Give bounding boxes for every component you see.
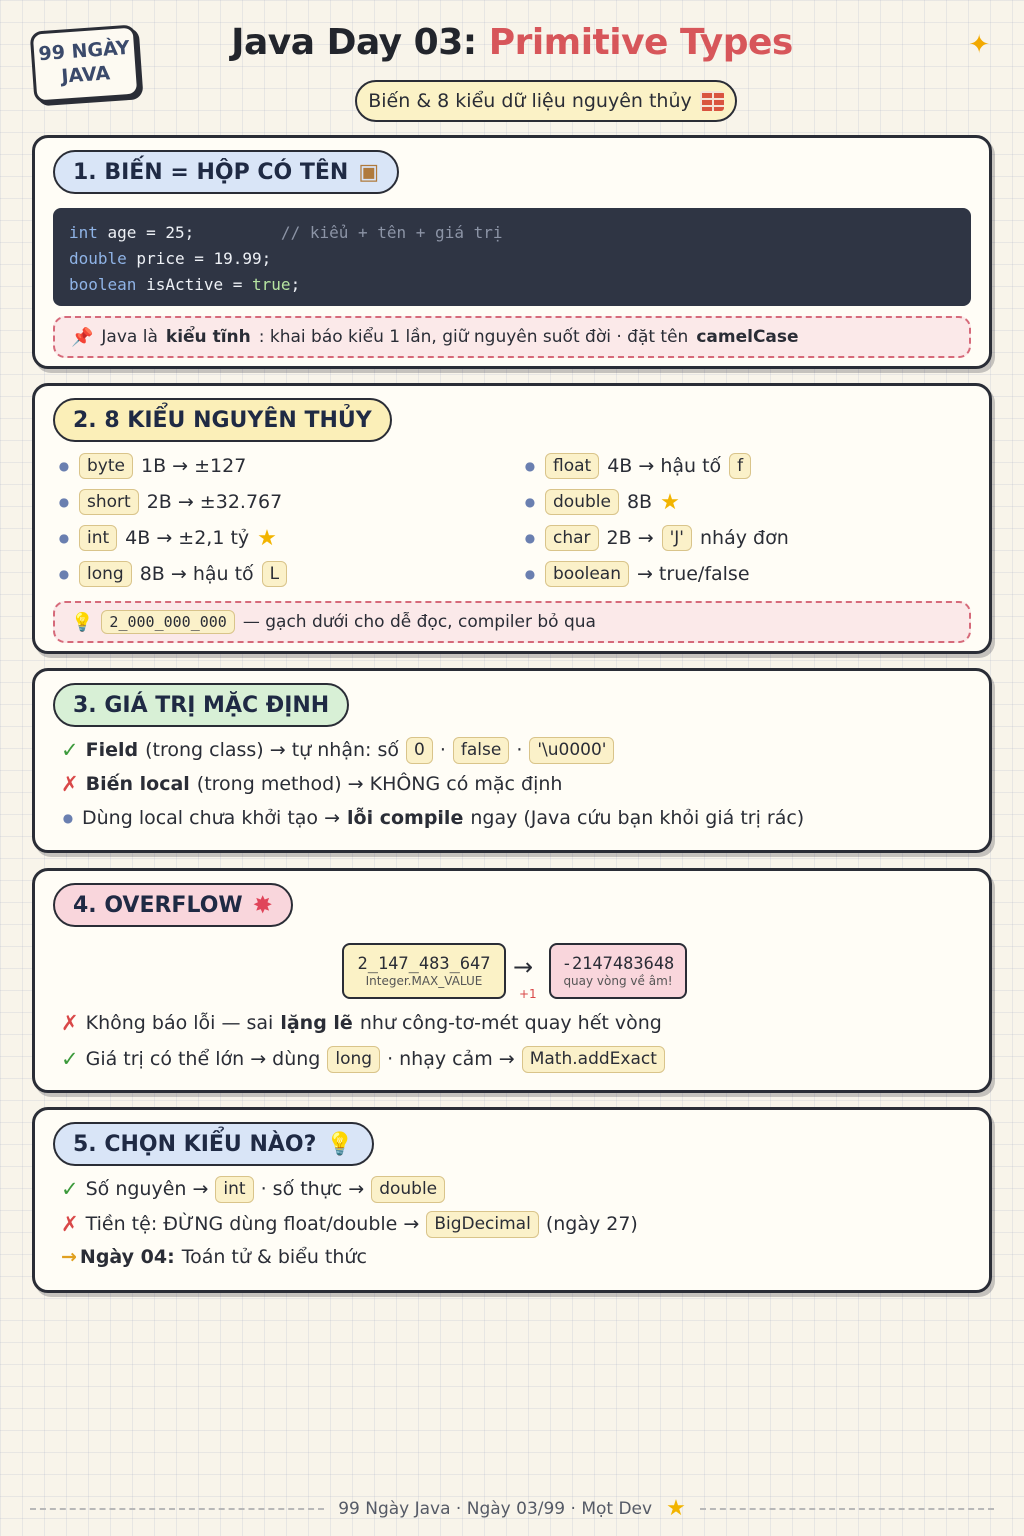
type-desc: 2B → ±32.767	[146, 491, 283, 513]
badge-line1: 99 NGÀY	[37, 37, 131, 66]
max-value-label: Integer.MAX_VALUE	[365, 974, 483, 988]
star-icon: ★	[257, 525, 277, 551]
lightbulb-icon: 💡	[326, 1131, 354, 1157]
choose-line-numbers	[61, 1176, 445, 1203]
note-text: — gạch dưới cho dễ đọc, compiler bỏ qua	[242, 612, 596, 632]
bullet-icon: ●	[62, 811, 74, 825]
section-choose-type	[32, 1107, 992, 1293]
explosion-icon: ✸	[252, 891, 273, 919]
type-chip: int	[215, 1176, 253, 1203]
min-value-label: quay vòng về âm!	[563, 974, 673, 988]
type-chip: double	[545, 489, 619, 516]
default-line-compile	[61, 807, 804, 829]
type-desc: 4B → ±2,1 tỷ	[125, 527, 250, 549]
line-text: (ngày 27)	[545, 1213, 638, 1236]
type-desc: 8B	[626, 491, 653, 513]
note-bold: camelCase	[696, 327, 799, 347]
type-chip: short	[79, 489, 139, 516]
type-chip: long	[79, 561, 132, 588]
section-title-defaults	[53, 683, 349, 727]
footer-divider	[30, 1508, 324, 1510]
line-text: · nhạy cảm →	[387, 1048, 515, 1071]
section-title-text: 1. BIẾN = HỘP CÓ TÊN	[73, 159, 349, 185]
default-chip: 0	[406, 737, 433, 764]
section-title-primitives	[53, 398, 392, 442]
type-desc: → true/false	[636, 563, 750, 585]
check-icon: ✓	[61, 1047, 79, 1072]
badge-line2: JAVA	[60, 62, 111, 88]
star-icon: ★	[666, 1496, 686, 1521]
overflow-line-silent	[61, 1011, 662, 1035]
default-line-field: ✓ Field (trong class) → tự nhận: số 0 · false · '\u0000'	[61, 737, 614, 764]
line-text: Số nguyên →	[85, 1178, 209, 1201]
note-text: : khai báo kiểu 1 lần, giữ nguyên suốt đời · đặt tên	[258, 327, 689, 347]
code-line-1: int age = 25; // kiểu + tên + giá trị	[69, 223, 503, 242]
min-value: -2147483648	[561, 954, 675, 974]
page-title	[0, 22, 1024, 63]
star-icon: ★	[660, 489, 680, 515]
char-literal-chip: 'J'	[662, 525, 692, 552]
brick-icon	[700, 91, 724, 111]
list-item: ● float 4B → hậu tố f	[523, 448, 953, 484]
number-literal-chip: 2_000_000_000	[101, 610, 234, 634]
type-chip: int	[79, 525, 117, 552]
type-chip: byte	[79, 453, 133, 480]
note-text: Java là	[101, 327, 158, 347]
pushpin-icon: 📌	[71, 326, 94, 348]
list-item: ● boolean → true/false	[523, 556, 953, 592]
list-item: ● char 2B → 'J' nháy đơn	[523, 520, 953, 556]
section-overflow	[32, 868, 992, 1093]
line-text: Toán tử & biểu thức	[181, 1246, 367, 1268]
title-accent: Primitive Types	[488, 22, 793, 63]
type-desc: 4B → hậu tố	[607, 455, 722, 477]
type-desc: 1B → ±127	[140, 455, 247, 477]
section-title-text: 2. 8 KIỂU NGUYÊN THỦY	[73, 407, 372, 433]
type-chip: long	[327, 1046, 380, 1073]
type-desc: 8B → hậu tố	[139, 563, 254, 585]
section-title-overflow	[53, 883, 293, 927]
line-text: như công-tơ-mét quay hết vòng	[359, 1012, 662, 1034]
package-icon: ▣	[358, 159, 380, 185]
bold-term: Ngày 04:	[79, 1246, 175, 1268]
line-text: (trong method) → KHÔNG có mặc định	[196, 773, 563, 795]
line-text: · số thực →	[260, 1178, 365, 1201]
type-desc: 2B →	[606, 527, 654, 549]
cross-icon: ✗	[61, 1212, 79, 1237]
code-block	[53, 208, 971, 306]
suffix-chip: L	[262, 561, 287, 588]
arrow-icon: →	[61, 1246, 77, 1268]
type-chip: boolean	[545, 561, 629, 588]
check-icon: ✓	[61, 1177, 79, 1202]
subtitle-text: Biến & 8 kiểu dữ liệu nguyên thủy	[368, 90, 692, 112]
bold-term: lỗi compile	[347, 807, 464, 829]
bold-term: lặng lẽ	[280, 1012, 353, 1034]
list-item: ● long 8B → hậu tố L	[57, 556, 487, 592]
cross-icon: ✗	[61, 772, 79, 796]
method-chip: Math.addExact	[522, 1046, 665, 1073]
footer	[30, 1496, 994, 1521]
check-icon: ✓	[61, 738, 79, 763]
plus-one-label: +1	[519, 987, 537, 1001]
type-desc: nháy đơn	[700, 527, 789, 549]
types-right-list	[523, 448, 953, 592]
min-value-box	[549, 943, 687, 999]
line-text: ngay (Java cứu bạn khỏi giá trị rác)	[470, 807, 805, 829]
code-line-3: boolean isActive = true;	[69, 275, 301, 294]
line-text: Tiền tệ: ĐỪNG dùng float/double →	[85, 1213, 420, 1236]
footer-text: 99 Ngày Java · Ngày 03/99 · Mọt Dev	[338, 1498, 653, 1519]
default-chip: '\u0000'	[529, 737, 614, 764]
type-chip: char	[545, 525, 599, 552]
footer-divider	[700, 1508, 994, 1510]
section-variables	[32, 135, 992, 369]
suffix-chip: f	[729, 453, 751, 480]
line-text: Giá trị có thể lớn → dùng	[85, 1048, 321, 1071]
sparkle-icon: ✦	[968, 30, 990, 60]
bold-term: Field	[85, 739, 139, 762]
overflow-line-fix	[61, 1046, 665, 1073]
title-main: Java Day 03:	[231, 22, 477, 63]
subtitle-pill	[355, 80, 737, 122]
section-primitive-types	[32, 383, 992, 654]
underscore-note	[53, 601, 971, 643]
section-title-choose	[53, 1122, 374, 1166]
type-chip: float	[545, 453, 599, 480]
cross-icon: ✗	[61, 1011, 79, 1035]
choose-line-currency	[61, 1211, 638, 1238]
static-typing-note	[53, 316, 971, 358]
list-item: ● int 4B → ±2,1 tỷ ★	[58, 525, 277, 551]
note-bold: kiểu tĩnh	[165, 327, 251, 347]
section-title-text: 3. GIÁ TRỊ MẶC ĐỊNH	[73, 692, 330, 718]
lightbulb-icon: 💡	[71, 611, 94, 633]
choose-line-next	[61, 1246, 367, 1268]
section-title-variables	[53, 150, 399, 194]
line-text: (trong class) → tự nhận: số	[145, 739, 399, 762]
section-title-text: 5. CHỌN KIỂU NÀO?	[73, 1131, 317, 1157]
line-text: Dùng local chưa khởi tạo →	[82, 807, 341, 829]
type-chip: double	[371, 1176, 445, 1203]
arrow-icon: →	[513, 953, 534, 981]
list-item: ● short 2B → ±32.767	[57, 484, 487, 520]
code-line-2: double price = 19.99;	[69, 249, 272, 268]
max-value: 2_147_483_647	[357, 954, 491, 974]
list-item: ● byte 1B → ±127	[57, 448, 487, 484]
type-chip: BigDecimal	[426, 1211, 539, 1238]
section-default-values	[32, 668, 992, 853]
default-chip: false	[453, 737, 509, 764]
max-value-box	[342, 943, 506, 999]
section-title-text: 4. OVERFLOW	[73, 892, 243, 918]
types-left-list	[57, 448, 487, 592]
bold-term: Biến local	[85, 773, 190, 795]
list-item: ● double 8B ★	[524, 489, 680, 515]
line-text: Không báo lỗi — sai	[85, 1012, 274, 1034]
default-line-local	[61, 772, 562, 796]
